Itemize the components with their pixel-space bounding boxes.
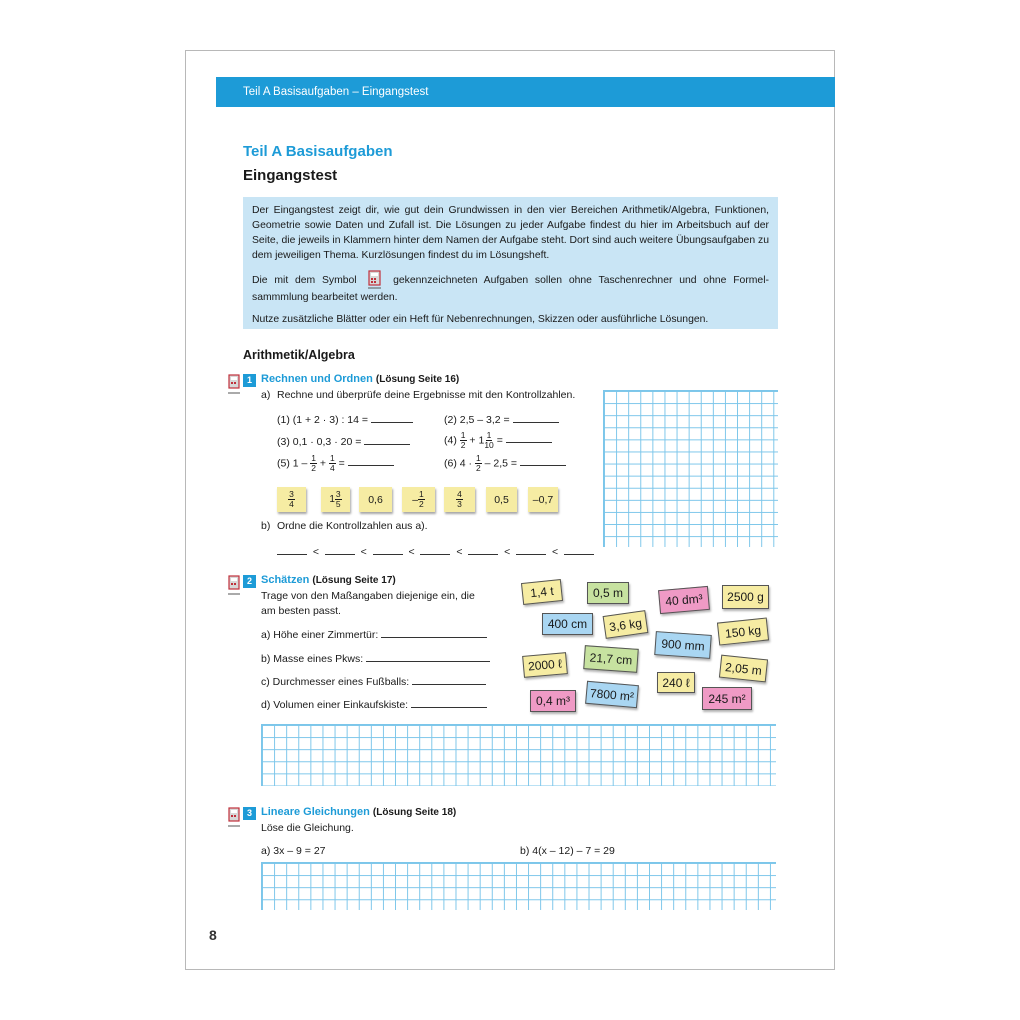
answer-blank[interactable]: [516, 545, 546, 555]
answer-blank[interactable]: [325, 545, 355, 555]
measurement-tag[interactable]: 7800 m²: [585, 681, 639, 708]
page-subtitle: Eingangstest: [243, 167, 338, 184]
equation-b: b) 4(x – 12) – 7 = 29: [520, 845, 615, 857]
task1-a-label: a): [261, 389, 271, 401]
answer-blank[interactable]: [411, 698, 487, 708]
exercise-4: (4) $\frac{1}{2}$ + 1 $\frac{1}{10}$ =: [444, 431, 552, 450]
control-number-card: 0,5: [486, 487, 517, 512]
exercise-5: (5) 1 – $\frac{1}{2}$ + $\frac{1}{4}$ =: [277, 454, 394, 473]
measurement-tag[interactable]: 245 m²: [702, 687, 752, 710]
intro-paragraph-3: Nutze zusätzliche Blätter oder ein Heft für Nebenrechnungen, Skizzen oder ausführliche Lösungen.: [252, 314, 709, 325]
task-number-badge: 3: [243, 807, 256, 820]
task-number-badge: 2: [243, 575, 256, 588]
measurement-tag[interactable]: 2,05 m: [719, 655, 768, 683]
task3-intro: Löse die Gleichung.: [261, 822, 354, 834]
measurement-tag[interactable]: 400 cm: [542, 613, 593, 635]
task1-b-label: b): [261, 520, 271, 532]
control-number-card: $\frac{4}{3}$: [444, 487, 475, 512]
task2-heading: Schätzen (Lösung Seite 17): [261, 574, 396, 586]
exercise-6: (6) 4 · $\frac{1}{2}$ – 2,5 =: [444, 454, 566, 473]
answer-blank[interactable]: [420, 545, 450, 555]
section-heading: Arithmetik/Algebra: [243, 348, 355, 362]
task1-heading: Rechnen und Ordnen (Lösung Seite 16): [261, 373, 460, 385]
task1-b-text: Ordne die Kontrollzahlen aus a).: [277, 520, 428, 532]
task2-intro-line-2: am besten passt.: [261, 605, 341, 617]
answer-blank[interactable]: [564, 545, 594, 555]
task2-intro-line-1: Trage von den Maßangaben diejenige ein, die: [261, 590, 475, 602]
estimate-item: b) Masse eines Pkws:: [261, 652, 490, 665]
measurement-tag[interactable]: 21,7 cm: [583, 645, 639, 673]
estimate-item: c) Durchmesser eines Fußballs:: [261, 675, 486, 688]
answer-blank[interactable]: [520, 456, 566, 466]
ordering-row: < < < < < <: [277, 545, 594, 558]
answer-blank[interactable]: [506, 433, 552, 443]
control-number-card: 1 $\frac{3}{5}$: [321, 487, 350, 512]
estimate-item: d) Volumen einer Einkaufskiste:: [261, 698, 487, 711]
exercise-3: (3) 0,1 · 0,3 · 20 =: [277, 435, 410, 448]
answer-blank[interactable]: [277, 545, 307, 555]
answer-blank[interactable]: [468, 545, 498, 555]
calculation-grid: [603, 390, 778, 547]
answer-blank[interactable]: [412, 675, 486, 685]
exercise-1: (1) (1 + 2 · 3) : 14 =: [277, 413, 413, 426]
measurement-tag[interactable]: 150 kg: [717, 617, 769, 645]
control-number-card: – $\frac{1}{2}$: [402, 487, 435, 512]
control-number-card: $\frac{3}{4}$: [277, 487, 306, 512]
exercise-2: (2) 2,5 – 3,2 =: [444, 413, 559, 426]
intro-paragraph-2: Die mit dem Symbol gekennzeichneten Aufgaben sollen ohne Taschenrechner und ohne Formel-sammmlung bearbeitet werden.: [252, 270, 769, 305]
measurement-tag[interactable]: 40 dm³: [658, 586, 710, 614]
answer-blank[interactable]: [348, 456, 394, 466]
control-number-card: 0,6: [359, 487, 392, 512]
page-number: 8: [209, 927, 217, 943]
answer-blank[interactable]: [373, 545, 403, 555]
calculation-grid: [261, 724, 776, 786]
task-number-badge: 1: [243, 374, 256, 387]
measurement-tag[interactable]: 240 ℓ: [657, 672, 695, 693]
calculator-crossed-icon: [227, 575, 241, 597]
control-number-card: –0,7: [528, 487, 558, 512]
calculator-crossed-icon: [366, 270, 383, 290]
page-title: Teil A Basisaufgaben: [243, 143, 393, 160]
measurement-tag[interactable]: 2500 g: [722, 585, 769, 609]
intro-paragraph-1: Der Eingangstest zeigt dir, wie gut dein Grundwissen in den vier Bereichen Arithmetik/Algebra, Funktionen, Geometrie sowie Daten und Zufall ist. Die Lösungen zu jeder Aufgabe findest du hier im Arbeitsbuch auf der Seite, die jeweils in Klammern hinter dem Namen der Aufgabe steht. Dort sind auch weitere Übungsaufgaben zu dem jeweiligen Thema. Kurzlösungen findest du im Lösungsheft.: [252, 205, 769, 261]
answer-blank[interactable]: [381, 628, 487, 638]
measurement-tag[interactable]: 3,6 kg: [603, 610, 649, 639]
task1-a-text: Rechne und überprüfe deine Ergebnisse mit den Kontrollzahlen.: [277, 389, 576, 401]
task3-heading: Lineare Gleichungen (Lösung Seite 18): [261, 806, 457, 818]
calculator-crossed-icon: [227, 374, 241, 396]
measurement-tag[interactable]: 0,4 m³: [530, 690, 576, 712]
calculator-crossed-icon: [227, 807, 241, 829]
calculation-grid: [261, 862, 776, 910]
answer-blank[interactable]: [513, 413, 559, 423]
measurement-tag[interactable]: 0,5 m: [587, 582, 629, 604]
estimate-item: a) Höhe einer Zimmertür:: [261, 628, 487, 641]
answer-blank[interactable]: [366, 652, 490, 662]
measurement-tag[interactable]: 2000 ℓ: [522, 652, 568, 678]
header-bar: Teil A Basisaufgaben – Eingangstest: [216, 77, 835, 107]
answer-blank[interactable]: [371, 413, 413, 423]
intro-box: [243, 197, 778, 329]
equation-a: a) 3x – 9 = 27: [261, 845, 326, 857]
measurement-tag[interactable]: 900 mm: [654, 631, 712, 659]
answer-blank[interactable]: [364, 435, 410, 445]
measurement-tag[interactable]: 1,4 t: [521, 579, 563, 605]
